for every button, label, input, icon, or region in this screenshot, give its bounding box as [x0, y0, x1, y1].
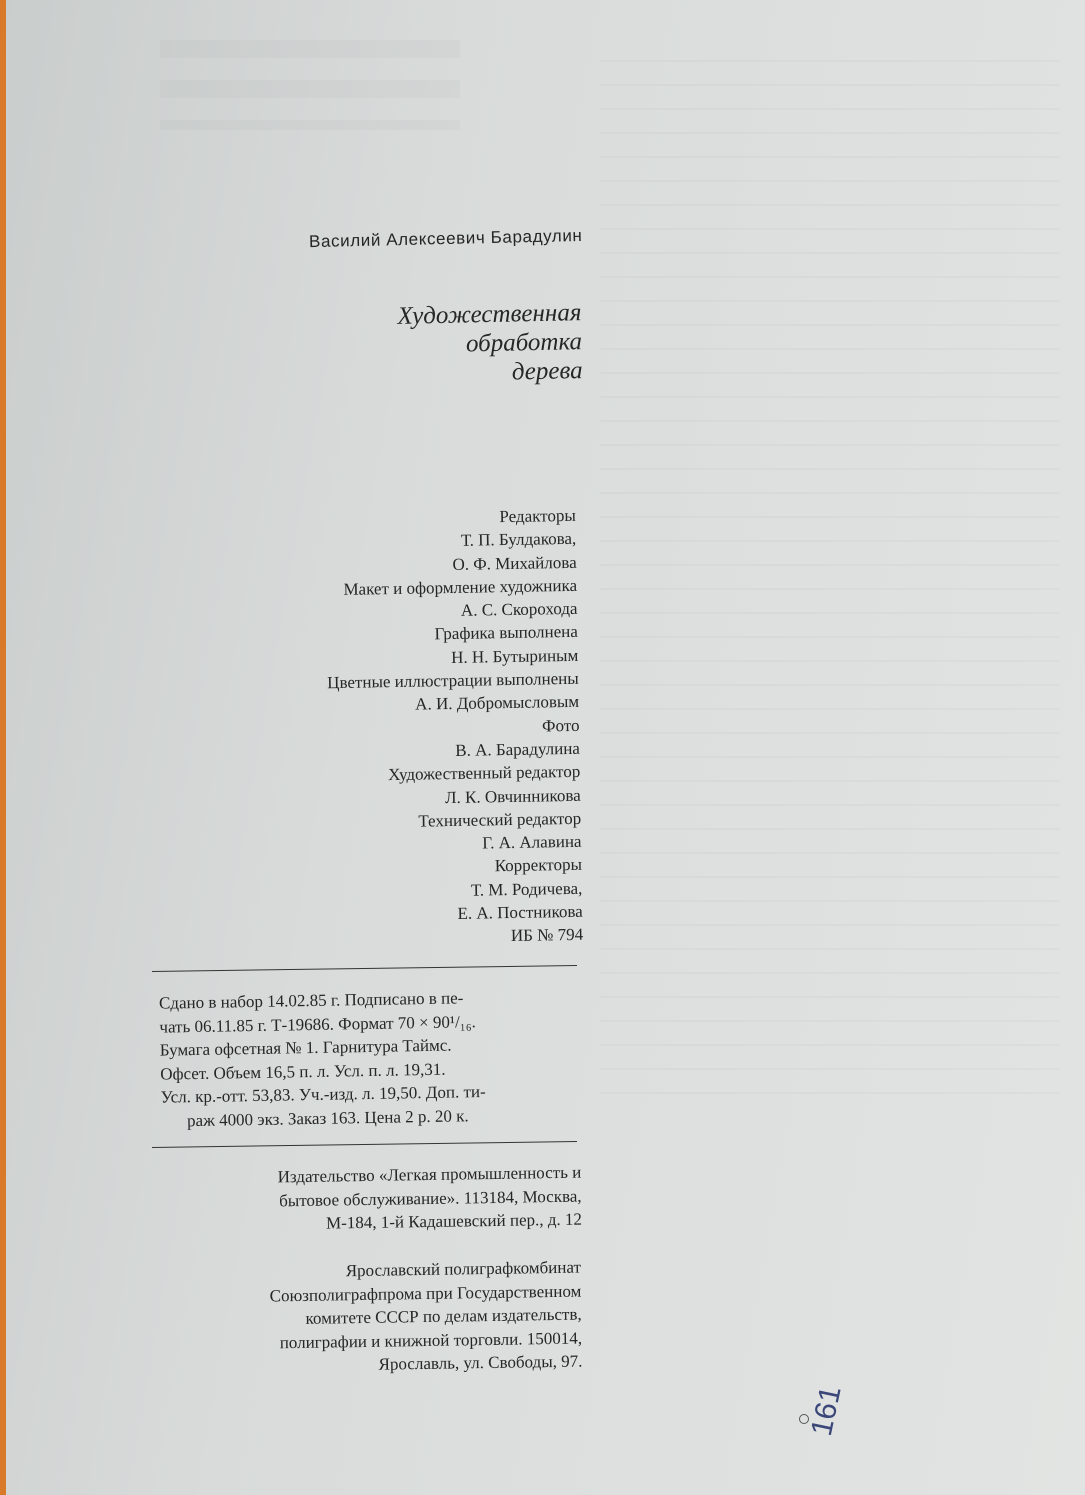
- credit-line: В. А. Барадулина: [454, 738, 580, 760]
- publisher-line: бытовое обслуживание». 113184, Москва,: [279, 1186, 583, 1210]
- imprint-line: Сдано в набор 14.02.85 г. Подписано в пе-: [158, 988, 464, 1013]
- credit-line: Е. А. Постникова: [456, 901, 583, 924]
- title-line: дерева: [511, 357, 583, 386]
- title-line: обработка: [465, 328, 583, 358]
- credit-line: Н. Н. Бутыриным: [450, 645, 578, 667]
- title-line: Художественная: [397, 299, 582, 330]
- credit-line: Т. П. Булдакова,: [460, 529, 576, 551]
- handwritten-page-number: 161: [805, 1383, 848, 1439]
- printer-line: Союзполиграфпрома при Государственном: [269, 1281, 582, 1305]
- credit-line: Фото: [541, 715, 580, 736]
- divider: [152, 965, 577, 972]
- credit-line: Графика выполнена: [433, 622, 578, 644]
- credit-line: Г. А. Алавина: [481, 831, 582, 853]
- imprint-line: Офсет. Объем 16,5 п. л. Усл. п. л. 19,31.: [160, 1059, 446, 1084]
- printer-line: Ярославль, ул. Свободы, 97.: [378, 1351, 583, 1374]
- credit-line: Корректоры: [494, 855, 582, 876]
- credit-line: Цветные иллюстрации выполнены: [326, 668, 579, 693]
- credits-block: [324, 504, 583, 951]
- book-title: [397, 298, 583, 389]
- printer-line: комитете СССР по делам издательств,: [305, 1304, 583, 1328]
- credit-line: Макет и оформление художника: [342, 575, 577, 599]
- imprint-line: Бумага офсетная № 1. Гарнитура Таймс.: [159, 1035, 452, 1060]
- credit-line: А. С. Скорохода: [460, 599, 578, 621]
- imprint-line: раж 4000 экз. Заказ 163. Цена 2 р. 20 к.: [186, 1105, 469, 1130]
- divider: [152, 1141, 577, 1148]
- publisher-line: Издательство «Легкая промышленность и: [277, 1162, 582, 1187]
- printer-line: полиграфии и книжной торговли. 150014,: [279, 1328, 583, 1352]
- credit-line: Т. М. Родичева,: [470, 878, 582, 900]
- bleed-through-text: [600, 60, 1060, 1110]
- printer-line: Ярославский полиграфкомбинат: [345, 1257, 582, 1281]
- ib-number: ИБ № 794: [510, 925, 583, 946]
- imprint-line: чать 06.11.85 г. Т-19686. Формат 70 × 90¹/₁₆.: [159, 1011, 476, 1037]
- credit-line: О. Ф. Михайлова: [451, 552, 577, 574]
- publisher-block: [278, 1161, 583, 1236]
- printer-block: [269, 1256, 582, 1378]
- credit-line: Редакторы: [498, 505, 576, 527]
- credit-line: Художественный редактор: [387, 762, 580, 785]
- credit-line: Л. К. Овчинникова: [444, 785, 581, 807]
- bleed-through-heading: [160, 40, 460, 130]
- credit-line: Технический редактор: [417, 808, 581, 831]
- publisher-line: М-184, 1-й Кадашевский пер., д. 12: [326, 1209, 583, 1233]
- cover-edge: [0, 0, 6, 1495]
- credit-line: А. И. Добромысловым: [414, 692, 579, 715]
- author-name: Василий Алексеевич Барадулин: [308, 225, 583, 252]
- imprint-block: [159, 984, 581, 1132]
- imprint-line: Усл. кр.-отт. 53,83. Уч.-изд. л. 19,50. Доп. ти-: [160, 1081, 486, 1107]
